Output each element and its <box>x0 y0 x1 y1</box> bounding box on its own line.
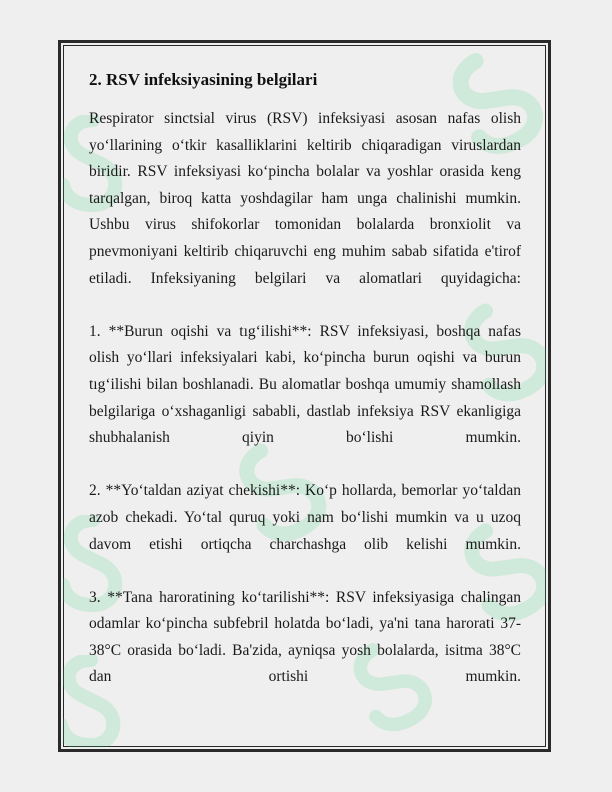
paragraph-spacer <box>89 292 521 319</box>
paragraph-spacer <box>89 558 521 585</box>
document-body <box>89 68 521 691</box>
paragraph-symptom-3: 3. **Tana haroratining ko‘tarilishi**: RSV infeksiyasiga chalingan odamlar ko‘pincha subfebril holatda bo‘ladi, ya'ni tana harorati 37-38°C orasida bo‘ladi. Ba'zida, ayniqsa yosh bolalarda, isitma 38°C dan ortishi mumkin. <box>89 588 521 686</box>
paragraph-symptom-1: 1. **Burun oqishi va tıg‘ilishi**: RSV infeksiyasi, boshqa nafas olish yo‘llari infeksiyalari kabi, ko‘pincha burun oqishi va burun tıg‘ilishi bilan boshlanadi. Bu alomatlar boshqa umumiy shamollash belgilariga o‘xshaganligi sababli, dastlab infeksiya RSV ekanligiga shubhalanish qiyin bo‘lishi mumkin. <box>89 322 521 447</box>
section-heading: 2. RSV infeksiyasining belgilari <box>89 70 318 89</box>
paragraph-spacer <box>89 452 521 479</box>
paragraph-symptom-2: 2. **Yo‘taldan aziyat chekishi**: Ko‘p hollarda, bemorlar yo‘taldan azob chekadi. Yo‘tal quruq yoki nam bo‘lishi mumkin va u uzoq davom etishi ortiqcha charchashga olib kelishi mumkin. <box>89 482 521 553</box>
paragraph-intro: Respirator sinctsial virus (RSV) infeksiyasi asosan nafas olish yo‘llarining o‘tkir kasalliklarini keltirib chiqaradigan viruslardan biridir. RSV infeksiyasi ko‘pincha bolalar va yoshlar orasida keng tarqalgan, biroq katta yoshdagilar ham unga chalinishi mumkin. Ushbu virus shifokorlar tomonidan bolalarda bronxiolit va pnevmoniyani keltirib chiqaruvchi eng muhim sabab sifatida e'tirof etiladi. Infeksiyaning belgilari va alomatlari quyidagicha: <box>89 110 521 287</box>
